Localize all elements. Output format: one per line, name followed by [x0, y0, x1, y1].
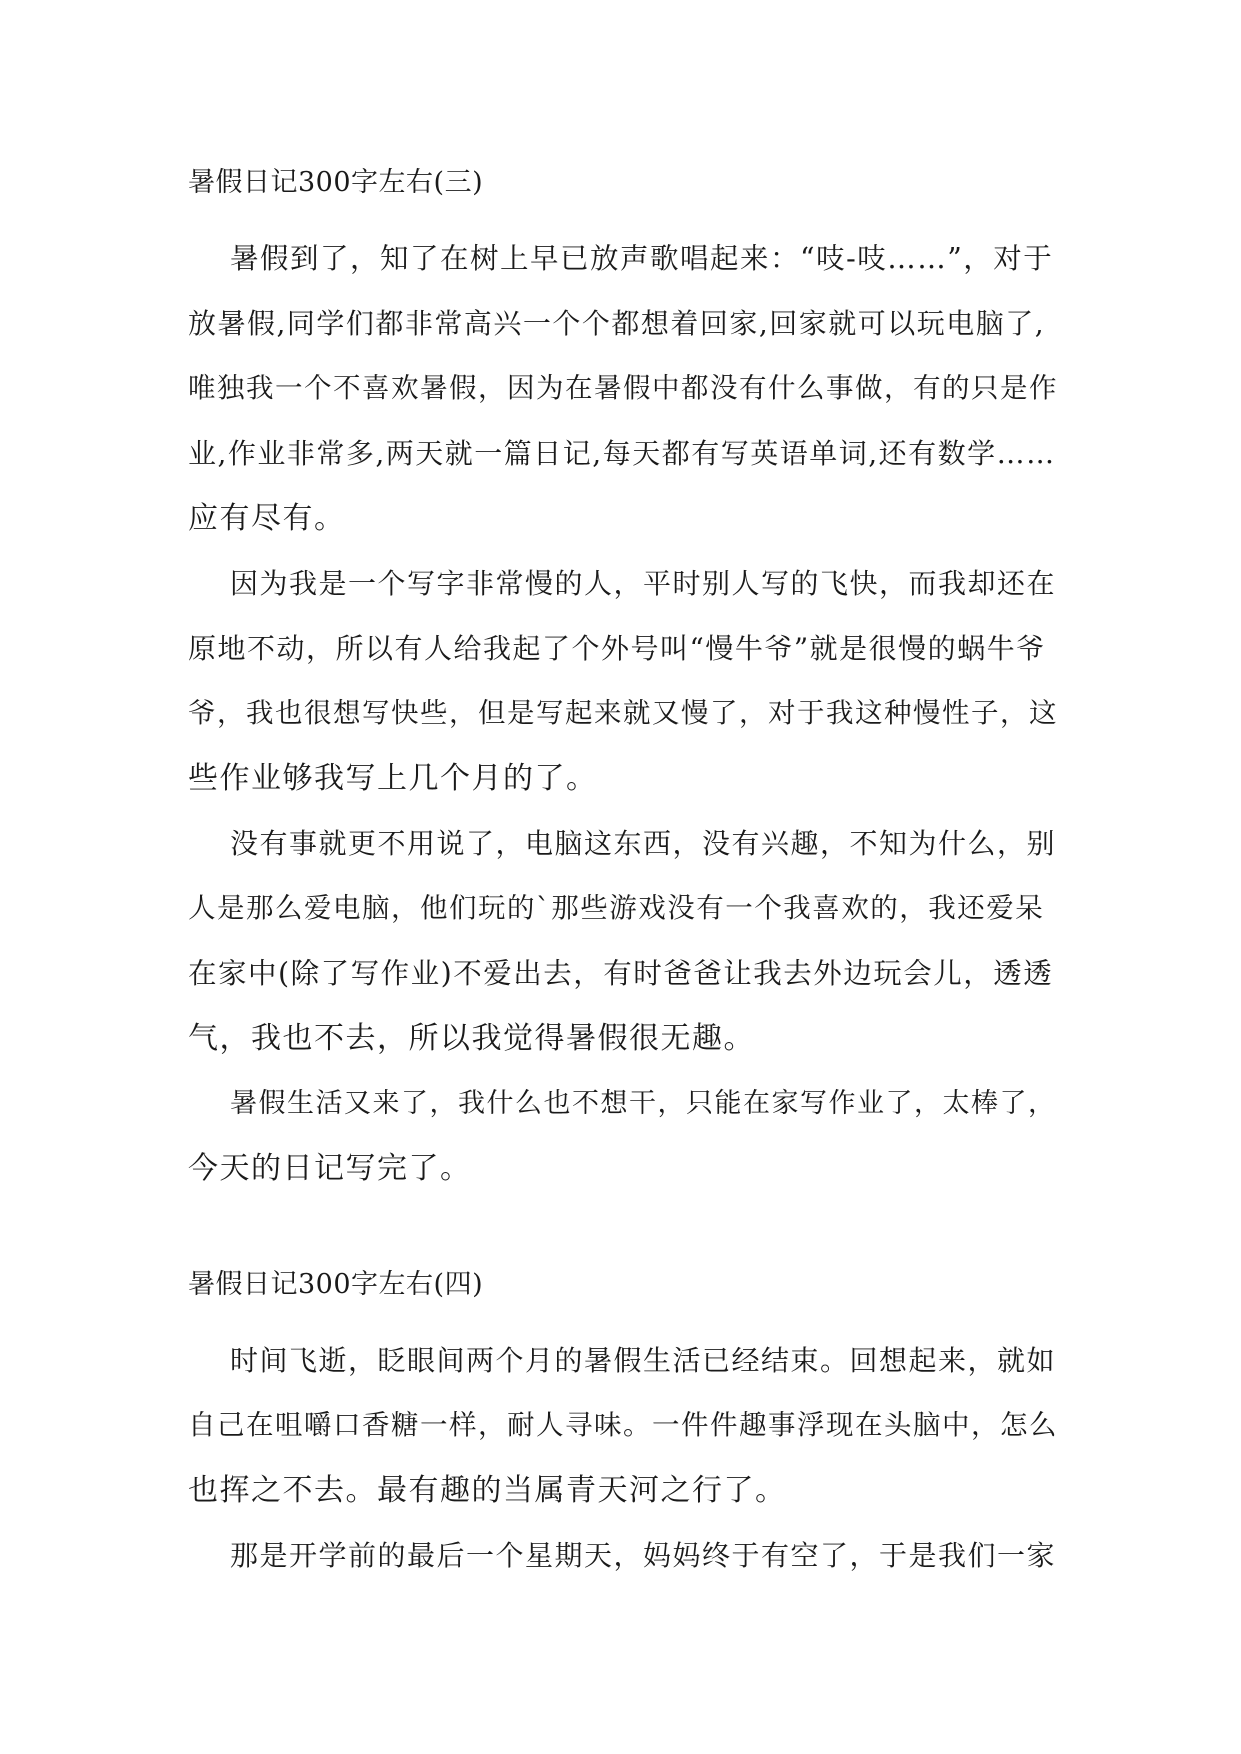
paragraph [188, 1523, 1058, 1588]
text-line: 唯独我一个不喜欢暑假，因为在暑假中都没有什么事做，有的只是作 [188, 372, 1058, 404]
section-heading: 暑假日记300字左右(三) [188, 167, 484, 198]
text-line: 暑假生活又来了，我什么也不想干，只能在家写作业了，太棒了， [230, 1088, 1057, 1119]
text-line: 自己在咀嚼口香糖一样，耐人寻味。一件件趣事浮现在头脑中，怎么 [188, 1409, 1058, 1441]
text-line: 放暑假,同学们都非常高兴一个个都想着回家,回家就可以玩电脑了, [188, 307, 1046, 340]
paragraph [188, 811, 1058, 1071]
paragraph [188, 1328, 1058, 1523]
paragraph [188, 551, 1058, 811]
text-line: 时间飞逝，眨眼间两个月的暑假生活已经结束。回想起来，就如 [230, 1344, 1057, 1377]
text-line: 些作业够我写上几个月的了。 [188, 761, 598, 796]
text-line: 人是那么爱电脑，他们玩的`那些游戏没有一个我喜欢的，我还爱呆 [188, 892, 1045, 924]
text-line: 原地不动，所以有人给我起了个外号叫“慢牛爷”就是很慢的蜗牛爷 [188, 632, 1046, 665]
text-line: 在家中(除了写作业)不爱出去，有时爸爸让我去外边玩会儿，透透 [188, 957, 1054, 990]
section-heading: 暑假日记300字左右(四) [188, 1269, 484, 1300]
paragraph [188, 1071, 1058, 1201]
text-line: 爷，我也很想写快些，但是写起来就又慢了，对于我这种慢性子，这 [188, 697, 1058, 729]
text-line: 今天的日记写完了。 [188, 1151, 472, 1186]
diary-section-3 [188, 160, 1058, 1201]
text-line: 业,作业非常多,两天就一篇日记,每天都有写英语单词,还有数学…… [188, 437, 1056, 470]
text-line: 那是开学前的最后一个星期天，妈妈终于有空了，于是我们一家 [230, 1539, 1057, 1572]
text-line: 也挥之不去。最有趣的当属青天河之行了。 [188, 1473, 787, 1508]
text-line: 应有尽有。 [188, 501, 346, 536]
paragraph [188, 226, 1058, 551]
text-line: 没有事就更不用说了，电脑这东西，没有兴趣，不知为什么，别 [230, 827, 1057, 860]
text-line: 气，我也不去，所以我觉得暑假很无趣。 [188, 1021, 755, 1056]
text-line: 暑假到了，知了在树上早已放声歌唱起来：“吱-吱……”，对于 [230, 242, 1054, 275]
text-line: 因为我是一个写字非常慢的人，平时别人写的飞快，而我却还在 [230, 567, 1057, 600]
diary-section-4 [188, 1262, 1058, 1588]
